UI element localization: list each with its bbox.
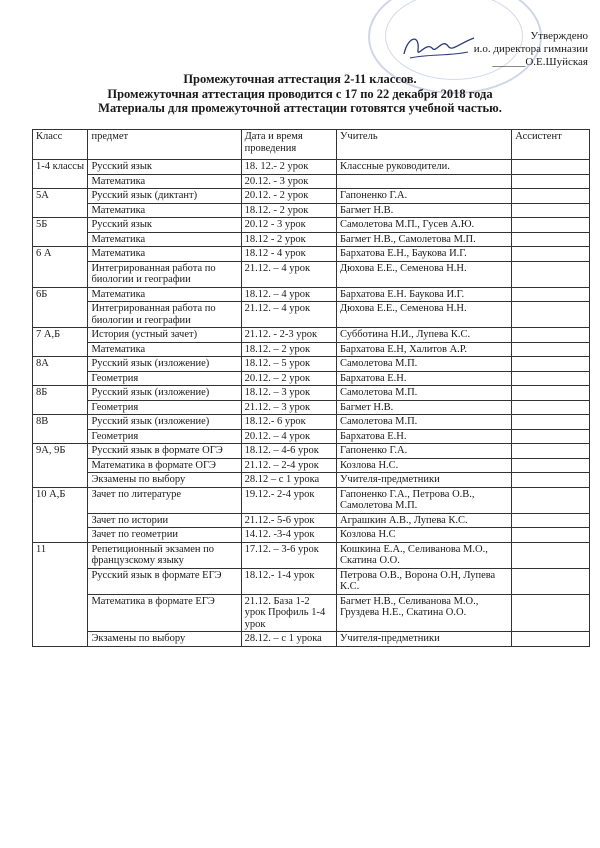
teacher-cell: Самолетова М.П., Гусев А.Ю. bbox=[337, 218, 512, 233]
table-row bbox=[33, 386, 590, 401]
teacher-cell: Кошкина Е.А., Селиванова М.О., Скатина О.О. bbox=[337, 542, 512, 568]
subject-cell: История (устный зачет) bbox=[88, 328, 241, 343]
document-heading bbox=[0, 72, 600, 116]
table-row bbox=[33, 429, 590, 444]
teacher-cell: Самолетова М.П. bbox=[337, 415, 512, 430]
date-cell: 18. 12.- 2 урок bbox=[241, 160, 336, 175]
schedule-table bbox=[32, 129, 590, 647]
subject-cell: Экзамены по выбору bbox=[88, 632, 241, 647]
table-row bbox=[33, 247, 590, 262]
assistant-cell bbox=[512, 232, 590, 247]
subject-cell: Геометрия bbox=[88, 371, 241, 386]
teacher-cell: Гапоненко Г.А., Петрова О.В., Самолетова М.П. bbox=[337, 487, 512, 513]
date-cell: 19.12.- 2-4 урок bbox=[241, 487, 336, 513]
subject-cell: Репетиционный экзамен по французскому языку bbox=[88, 542, 241, 568]
date-cell: 20.12. – 4 урок bbox=[241, 429, 336, 444]
subject-cell: Математика bbox=[88, 287, 241, 302]
date-cell: 21.12. – 4 урок bbox=[241, 261, 336, 287]
assistant-cell bbox=[512, 261, 590, 287]
teacher-cell: Аграшкин А.В., Лупева К.С. bbox=[337, 513, 512, 528]
date-cell: 18.12 - 4 урок bbox=[241, 247, 336, 262]
teacher-cell: Бархатова Е.Н, Халитов А.Р. bbox=[337, 342, 512, 357]
table-row bbox=[33, 261, 590, 287]
approval-line-2: и.о. директора гимназии bbox=[473, 43, 588, 55]
subject-cell: Русский язык в формате ОГЭ bbox=[88, 444, 241, 459]
assistant-cell bbox=[512, 218, 590, 233]
teacher-cell: Багмет Н.В., Селиванова М.О., Груздева Н.Е., Скатина О.О. bbox=[337, 594, 512, 632]
table-row bbox=[33, 473, 590, 488]
date-cell: 18.12. – 5 урок bbox=[241, 357, 336, 372]
class-cell: 8Б bbox=[33, 386, 88, 415]
table-row bbox=[33, 444, 590, 459]
assistant-cell bbox=[512, 429, 590, 444]
teacher-cell: Учителя-предметники bbox=[337, 473, 512, 488]
table-row bbox=[33, 357, 590, 372]
assistant-cell bbox=[512, 357, 590, 372]
assistant-cell bbox=[512, 568, 590, 594]
class-cell: 1-4 классы bbox=[33, 160, 88, 189]
date-cell: 20.12. – 2 урок bbox=[241, 371, 336, 386]
table-row bbox=[33, 632, 590, 647]
subject-cell: Математика bbox=[88, 174, 241, 189]
table-row bbox=[33, 415, 590, 430]
table-header-row bbox=[33, 130, 590, 160]
date-cell: 17.12. – 3-6 урок bbox=[241, 542, 336, 568]
assistant-cell bbox=[512, 287, 590, 302]
assistant-cell bbox=[512, 473, 590, 488]
table-row bbox=[33, 568, 590, 594]
teacher-cell: Козлова Н.С bbox=[337, 528, 512, 543]
date-cell: 18.12. – 2 урок bbox=[241, 342, 336, 357]
assistant-cell bbox=[512, 458, 590, 473]
date-cell: 21.12.- 5-6 урок bbox=[241, 513, 336, 528]
table-row bbox=[33, 189, 590, 204]
schedule-body bbox=[33, 160, 590, 647]
date-cell: 18.12. - 2 урок bbox=[241, 203, 336, 218]
subject-cell: Русский язык в формате ЕГЭ bbox=[88, 568, 241, 594]
assistant-cell bbox=[512, 386, 590, 401]
assistant-cell bbox=[512, 371, 590, 386]
subject-cell: Русский язык (изложение) bbox=[88, 357, 241, 372]
subject-cell: Интегрированная работа по биологии и географии bbox=[88, 261, 241, 287]
teacher-cell: Дюхова Е.Е., Семенова Н.Н. bbox=[337, 302, 512, 328]
assistant-cell bbox=[512, 302, 590, 328]
date-cell: 21.12. – 4 урок bbox=[241, 302, 336, 328]
table-row bbox=[33, 302, 590, 328]
table-row bbox=[33, 458, 590, 473]
subject-cell: Математика bbox=[88, 247, 241, 262]
date-cell: 28.12. – с 1 урока bbox=[241, 632, 336, 647]
assistant-cell bbox=[512, 328, 590, 343]
teacher-cell: Багмет Н.В. bbox=[337, 400, 512, 415]
header-class: Класс bbox=[33, 130, 88, 160]
teacher-cell bbox=[337, 174, 512, 189]
teacher-cell: Дюхова Е.Е., Семенова Н.Н. bbox=[337, 261, 512, 287]
subject-cell: Русский язык (изложение) bbox=[88, 386, 241, 401]
table-row bbox=[33, 400, 590, 415]
assistant-cell bbox=[512, 189, 590, 204]
class-cell: 8А bbox=[33, 357, 88, 386]
date-cell: 20.12. - 2 урок bbox=[241, 189, 336, 204]
subject-cell: Математика bbox=[88, 342, 241, 357]
assistant-cell bbox=[512, 487, 590, 513]
date-cell: 21.12. – 2-4 урок bbox=[241, 458, 336, 473]
class-cell: 10 А,Б bbox=[33, 487, 88, 542]
class-cell: 9А, 9Б bbox=[33, 444, 88, 488]
table-row bbox=[33, 487, 590, 513]
header-subject: предмет bbox=[88, 130, 241, 160]
teacher-cell: Бархатова Е.Н. bbox=[337, 429, 512, 444]
title-line-1: Промежуточная аттестация 2-11 классов. bbox=[183, 72, 417, 86]
date-cell: 21.12. – 3 урок bbox=[241, 400, 336, 415]
title-line-3: Материалы для промежуточной аттестации готовятся учебной частью. bbox=[98, 101, 502, 115]
table-row bbox=[33, 528, 590, 543]
header-teacher: Учитель bbox=[337, 130, 512, 160]
assistant-cell bbox=[512, 632, 590, 647]
subject-cell: Интегрированная работа по биологии и географии bbox=[88, 302, 241, 328]
subject-cell: Зачет по истории bbox=[88, 513, 241, 528]
date-cell: 18.12 - 2 урок bbox=[241, 232, 336, 247]
date-cell: 20.12. - 3 урок bbox=[241, 174, 336, 189]
teacher-cell: Субботина Н.И., Лупева К.С. bbox=[337, 328, 512, 343]
table-row bbox=[33, 342, 590, 357]
approval-block bbox=[474, 30, 588, 69]
table-row bbox=[33, 371, 590, 386]
class-cell: 5А bbox=[33, 189, 88, 218]
approval-line-3: ______О.Е.Шуйская bbox=[492, 56, 588, 68]
subject-cell: Математика bbox=[88, 203, 241, 218]
date-cell: 18.12.- 6 урок bbox=[241, 415, 336, 430]
subject-cell: Зачет по литературе bbox=[88, 487, 241, 513]
table-row bbox=[33, 594, 590, 632]
teacher-cell: Учителя-предметники bbox=[337, 632, 512, 647]
assistant-cell bbox=[512, 415, 590, 430]
header-assistant: Ассистент bbox=[512, 130, 590, 160]
class-cell: 6 А bbox=[33, 247, 88, 288]
subject-cell: Зачет по геометрии bbox=[88, 528, 241, 543]
teacher-cell: Петрова О.В., Ворона О.Н, Лупева К.С. bbox=[337, 568, 512, 594]
assistant-cell bbox=[512, 594, 590, 632]
date-cell: 21.12. - 2-3 урок bbox=[241, 328, 336, 343]
assistant-cell bbox=[512, 247, 590, 262]
class-cell: 5Б bbox=[33, 218, 88, 247]
class-cell: 7 А,Б bbox=[33, 328, 88, 357]
teacher-cell: Гапоненко Г.А. bbox=[337, 444, 512, 459]
assistant-cell bbox=[512, 174, 590, 189]
assistant-cell bbox=[512, 203, 590, 218]
date-cell: 28.12 – с 1 урока bbox=[241, 473, 336, 488]
assistant-cell bbox=[512, 513, 590, 528]
date-cell: 14.12. -3-4 урок bbox=[241, 528, 336, 543]
teacher-cell: Самолетова М.П. bbox=[337, 386, 512, 401]
class-cell: 6Б bbox=[33, 287, 88, 328]
subject-cell: Математика bbox=[88, 232, 241, 247]
teacher-cell: Козлова Н.С. bbox=[337, 458, 512, 473]
subject-cell: Русский язык bbox=[88, 218, 241, 233]
title-line-2: Промежуточная аттестация проводится с 17 по 22 декабря 2018 года bbox=[107, 86, 493, 101]
header-date: Дата и время проведения bbox=[241, 130, 336, 160]
teacher-cell: Самолетова М.П. bbox=[337, 357, 512, 372]
date-cell: 21.12. База 1-2 урок Профиль 1-4 урок bbox=[241, 594, 336, 632]
table-row bbox=[33, 174, 590, 189]
table-row bbox=[33, 542, 590, 568]
class-cell: 11 bbox=[33, 542, 88, 646]
teacher-cell: Гапоненко Г.А. bbox=[337, 189, 512, 204]
assistant-cell bbox=[512, 342, 590, 357]
table-row bbox=[33, 287, 590, 302]
table-row bbox=[33, 160, 590, 175]
table-row bbox=[33, 203, 590, 218]
subject-cell: Русский язык (диктант) bbox=[88, 189, 241, 204]
assistant-cell bbox=[512, 528, 590, 543]
teacher-cell: Бархатова Е.Н., Баукова И.Г. bbox=[337, 247, 512, 262]
table-row bbox=[33, 232, 590, 247]
assistant-cell bbox=[512, 160, 590, 175]
director-signature bbox=[398, 28, 478, 64]
subject-cell: Экзамены по выбору bbox=[88, 473, 241, 488]
date-cell: 20.12 - 3 урок bbox=[241, 218, 336, 233]
date-cell: 18.12. – 4-6 урок bbox=[241, 444, 336, 459]
teacher-cell: Багмет Н.В. bbox=[337, 203, 512, 218]
subject-cell: Математика в формате ЕГЭ bbox=[88, 594, 241, 632]
date-cell: 18.12. – 3 урок bbox=[241, 386, 336, 401]
assistant-cell bbox=[512, 542, 590, 568]
date-cell: 18.12.- 1-4 урок bbox=[241, 568, 336, 594]
subject-cell: Русский язык (изложение) bbox=[88, 415, 241, 430]
subject-cell: Геометрия bbox=[88, 429, 241, 444]
table-row bbox=[33, 513, 590, 528]
assistant-cell bbox=[512, 444, 590, 459]
approval-line-1: Утверждено bbox=[530, 30, 588, 42]
table-row bbox=[33, 328, 590, 343]
table-row bbox=[33, 218, 590, 233]
subject-cell: Математика в формате ОГЭ bbox=[88, 458, 241, 473]
teacher-cell: Бархатова Е.Н. Баукова И.Г. bbox=[337, 287, 512, 302]
teacher-cell: Бархатова Е.Н. bbox=[337, 371, 512, 386]
class-cell: 8В bbox=[33, 415, 88, 444]
subject-cell: Геометрия bbox=[88, 400, 241, 415]
assistant-cell bbox=[512, 400, 590, 415]
teacher-cell: Классные руководители. bbox=[337, 160, 512, 175]
date-cell: 18.12. – 4 урок bbox=[241, 287, 336, 302]
teacher-cell: Багмет Н.В., Самолетова М.П. bbox=[337, 232, 512, 247]
subject-cell: Русский язык bbox=[88, 160, 241, 175]
